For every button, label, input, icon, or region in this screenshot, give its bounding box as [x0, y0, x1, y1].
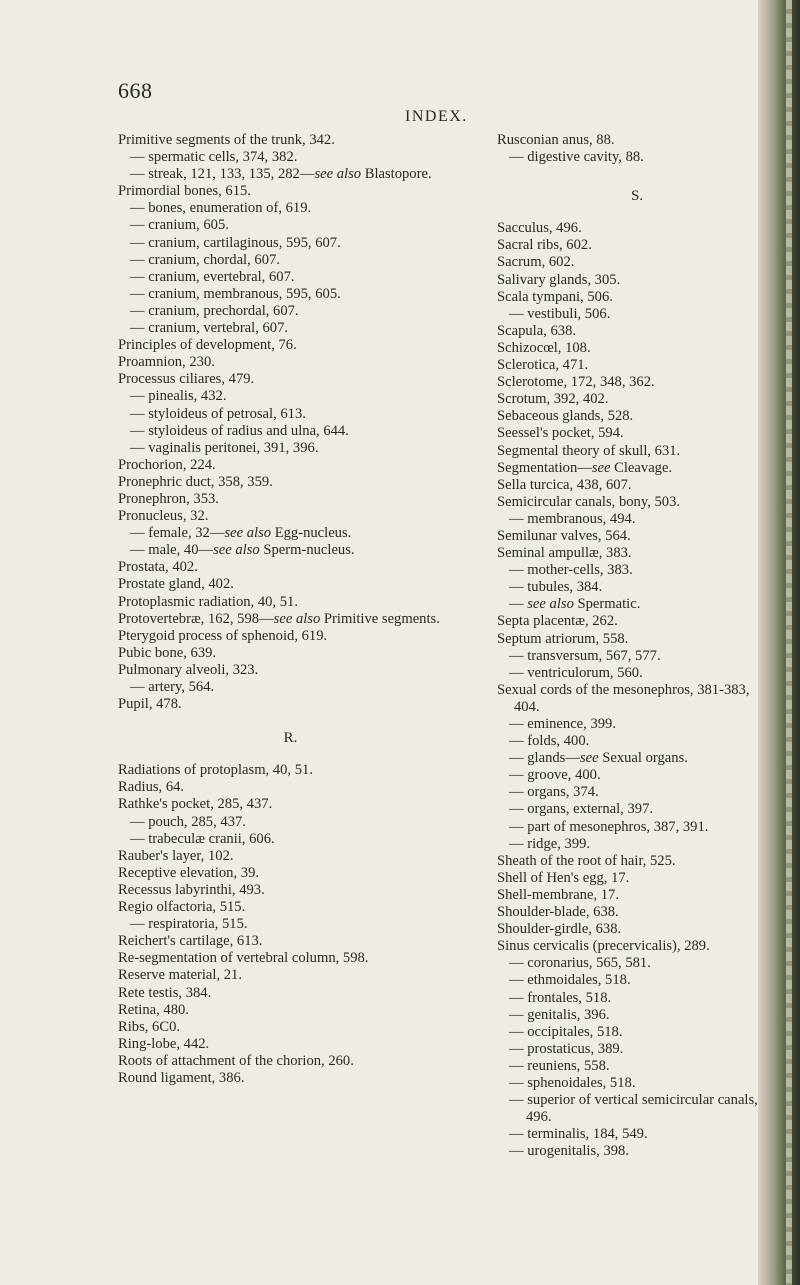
- index-subentry: — reuniens, 558.: [509, 1057, 610, 1074]
- cross-reference-label: see also: [213, 542, 260, 559]
- page-number: 668: [118, 78, 153, 103]
- index-entry: Roots of attachment of the chorion, 260.: [118, 1052, 354, 1069]
- index-subentry: — ridge, 399.: [509, 835, 591, 852]
- index-entry: Round ligament, 386.: [118, 1069, 245, 1086]
- index-entry: Septa placentæ, 262.: [497, 613, 618, 630]
- binding-texture: [786, 0, 792, 1285]
- index-subentry: — female, 32—see also Egg-nucleus.: [130, 525, 352, 542]
- index-entry: Sclerotica, 471.: [497, 357, 589, 374]
- section-heading-r: R.: [283, 730, 298, 747]
- right-column: [497, 132, 777, 1160]
- index-subentry: — pouch, 285, 437.: [130, 813, 246, 830]
- index-subentry: — part of mesonephros, 387, 391.: [509, 818, 709, 835]
- index-entry: Proamnion, 230.: [118, 354, 215, 371]
- index-subentry: — cranium, 605.: [130, 217, 229, 234]
- index-subentry: — tubules, 384.: [509, 579, 603, 596]
- index-entry: Scapula, 638.: [497, 322, 577, 339]
- index-subentry: — cranium, cartilaginous, 595, 607.: [130, 234, 341, 251]
- index-subentry: — digestive cavity, 88.: [509, 149, 644, 166]
- index-subentry: — folds, 400.: [509, 733, 590, 750]
- index-entry: Reichert's cartilage, 613.: [118, 933, 263, 950]
- index-entry: Scala tympani, 506.: [497, 288, 613, 305]
- index-subentry: — see also Spermatic.: [509, 596, 641, 613]
- index-entry: Sella turcica, 438, 607.: [497, 476, 632, 493]
- index-subentry: — glands—see Sexual organs.: [509, 750, 688, 767]
- index-entry: Pulmonary alveoli, 323.: [118, 661, 259, 678]
- index-subentry: — superior of vertical semicircular canals, 496.: [509, 1092, 758, 1126]
- index-entry: Sinus cervicalis (precervicalis), 289.: [497, 938, 710, 955]
- index-entry: Sheath of the root of hair, 525.: [497, 852, 676, 869]
- index-entry: Protovertebræ, 162, 598—see also Primitive segments.: [118, 610, 440, 627]
- index-subentry: — styloideus of radius and ulna, 644.: [130, 422, 349, 439]
- index-entry: Pronephric duct, 358, 359.: [118, 473, 273, 490]
- index-subentry: — eminence, 399.: [509, 716, 616, 732]
- index-subentry: — mother-cells, 383.: [509, 562, 633, 579]
- index-entry: Prostata, 402.: [118, 559, 198, 576]
- index-subentry: — terminalis, 184, 549.: [509, 1126, 648, 1143]
- index-subentry: — styloideus of petrosal, 613.: [130, 405, 306, 422]
- index-subentry: — frontales, 518.: [509, 989, 612, 1006]
- index-subentry: — vestibuli, 506.: [509, 305, 611, 322]
- index-entry: Recessus labyrinthi, 493.: [118, 881, 265, 898]
- index-subentry: — occipitales, 518.: [509, 1023, 623, 1040]
- index-entry: Sclerotome, 172, 348, 362.: [497, 374, 655, 391]
- index-entry: Prochorion, 224.: [118, 456, 216, 473]
- index-subentry: — cranium, vertebral, 607.: [130, 320, 289, 337]
- index-entry: Shoulder-girdle, 638.: [497, 921, 622, 938]
- index-entry: Schizocœl, 108.: [497, 339, 591, 356]
- index-subentry: — ethmoidales, 518.: [509, 972, 631, 989]
- index-entry: Sacral ribs, 602.: [497, 237, 592, 254]
- index-entry: Shoulder-blade, 638.: [497, 904, 619, 921]
- index-subentry: — pinealis, 432.: [130, 388, 227, 405]
- index-entry: Pubic bone, 639.: [118, 644, 217, 661]
- index-entry: Septum atriorum, 558.: [497, 630, 629, 647]
- index-entry: Rusconian anus, 88.: [497, 132, 615, 148]
- index-entry: Pronephron, 353.: [118, 490, 219, 507]
- index-entry: Seessel's pocket, 594.: [497, 425, 624, 442]
- index-entry: Rathke's pocket, 285, 437.: [118, 796, 273, 813]
- index-entry: Regio olfactoria, 515.: [118, 899, 246, 916]
- index-subentry: — organs, external, 397.: [509, 801, 654, 818]
- index-subentry: — cranium, chordal, 607.: [130, 251, 280, 268]
- index-entry: Reserve material, 21.: [118, 967, 242, 984]
- index-entry: Receptive elevation, 39.: [118, 864, 260, 881]
- index-entry: Principles of development, 76.: [118, 337, 297, 354]
- index-subentry: — groove, 400.: [509, 767, 601, 784]
- cross-reference-label: see also: [273, 610, 321, 627]
- index-entry: Primitive segments of the trunk, 342.: [118, 132, 335, 148]
- index-subentry: — trabeculæ cranii, 606.: [130, 830, 275, 847]
- index-subentry: — respiratoria, 515.: [130, 916, 248, 933]
- index-group-s: [497, 220, 777, 1160]
- index-entry: Semicircular canals, bony, 503.: [497, 493, 681, 510]
- index-subentry: — cranium, membranous, 595, 605.: [130, 285, 341, 302]
- index-subentry: — urogenitalis, 398.: [509, 1143, 629, 1160]
- index-subentry: — cranium, prechordal, 607.: [130, 302, 299, 319]
- index-entry: Seminal ampullæ, 383.: [497, 545, 632, 562]
- cross-reference-label: see: [591, 459, 611, 476]
- left-column: [118, 132, 463, 1087]
- cross-reference-label: see also: [224, 525, 272, 542]
- index-subentry: — artery, 564.: [130, 679, 215, 695]
- index-subentry: — membranous, 494.: [509, 510, 636, 527]
- index-subentry: — vaginalis peritonei, 391, 396.: [130, 439, 319, 456]
- index-entry: Sacrum, 602.: [497, 254, 575, 271]
- index-subentry: — genitalis, 396.: [509, 1006, 610, 1023]
- index-entry: Radius, 64.: [118, 779, 185, 796]
- index-subentry: — prostaticus, 389.: [509, 1040, 624, 1057]
- index-subentry: — transversum, 567, 577.: [509, 647, 661, 664]
- index-entry: Rauber's layer, 102.: [118, 847, 234, 864]
- index-entry: Shell of Hen's egg, 17.: [497, 869, 630, 886]
- index-group-p: [118, 132, 463, 713]
- index-entry: Primordial bones, 615.: [118, 183, 251, 200]
- cross-reference-label: see also: [527, 596, 574, 613]
- cross-reference-label: see also: [314, 166, 362, 183]
- index-entry: Retina, 480.: [118, 1001, 189, 1018]
- index-entry: Ribs, 6C0.: [118, 1018, 181, 1035]
- index-subentry: — male, 40—see also Sperm-nucleus.: [130, 542, 355, 559]
- index-entry: Prostate gland, 402.: [118, 576, 234, 593]
- index-group-r: [118, 762, 463, 1087]
- running-head: INDEX.: [405, 108, 468, 125]
- index-subentry: — organs, 374.: [509, 784, 599, 801]
- index-entry: Pupil, 478.: [118, 696, 182, 713]
- index-subentry: — spermatic cells, 374, 382.: [130, 149, 298, 166]
- section-heading-s: S.: [630, 188, 644, 205]
- index-subentry: — coronarius, 565, 581.: [509, 955, 651, 972]
- cross-reference-label: see: [579, 750, 599, 767]
- index-entry: Radiations of protoplasm, 40, 51.: [118, 762, 313, 779]
- index-subentry: — ventriculorum, 560.: [509, 664, 643, 681]
- index-entry: Semilunar valves, 564.: [497, 527, 631, 544]
- index-subentry: — sphenoidales, 518.: [509, 1074, 636, 1091]
- index-entry: Pterygoid process of sphenoid, 619.: [118, 627, 328, 644]
- index-group-rusconian: [497, 132, 777, 166]
- index-entry: Sexual cords of the mesonephros, 381-383, 404.: [497, 681, 750, 715]
- index-entry: Segmentation—see Cleavage.: [497, 459, 673, 476]
- index-entry: Re-segmentation of vertebral column, 598.: [118, 950, 369, 967]
- index-entry: Ring-lobe, 442.: [118, 1035, 210, 1052]
- index-subentry: — cranium, evertebral, 607.: [130, 268, 295, 285]
- index-entry: Pronucleus, 32.: [118, 508, 209, 525]
- index-entry: Protoplasmic radiation, 40, 51.: [118, 593, 298, 610]
- book-binding-edge: [758, 0, 800, 1285]
- index-entry: Shell-membrane, 17.: [497, 886, 619, 903]
- index-entry: Sacculus, 496.: [497, 220, 582, 237]
- index-subentry: — bones, enumeration of, 619.: [130, 200, 312, 217]
- index-entry: Salivary glands, 305.: [497, 271, 621, 288]
- index-entry: Sebaceous glands, 528.: [497, 408, 634, 425]
- index-entry: Processus ciliares, 479.: [118, 371, 255, 388]
- index-entry: Segmental theory of skull, 631.: [497, 442, 681, 459]
- index-entry: Rete testis, 384.: [118, 984, 212, 1001]
- index-entry: Scrotum, 392, 402.: [497, 391, 609, 408]
- index-subentry: — streak, 121, 133, 135, 282—see also Blastopore.: [130, 166, 432, 183]
